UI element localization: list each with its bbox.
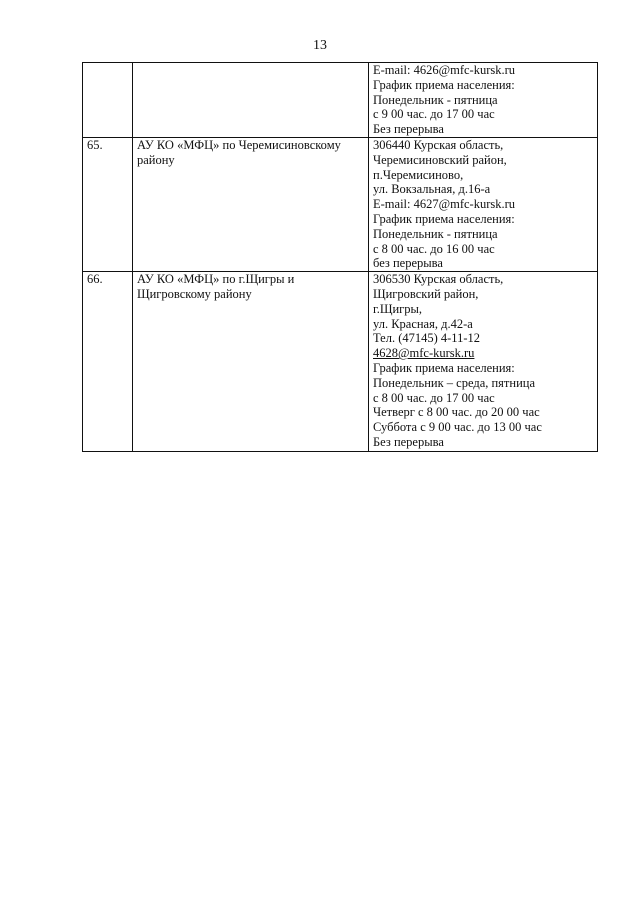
office-district: Черемисиновский район, xyxy=(373,152,507,167)
schedule-break: Без перерыва xyxy=(373,122,444,137)
schedule-break: без перерыва xyxy=(373,256,443,271)
row-number: 66. xyxy=(87,272,103,287)
office-email: E-mail: 4626@mfc-kursk.ru xyxy=(373,63,516,77)
office-email: E-mail: 4627@mfc-kursk.ru xyxy=(373,197,516,212)
table-row xyxy=(83,272,598,452)
office-info-cell xyxy=(369,272,598,452)
table-row xyxy=(83,137,598,271)
office-name-cell xyxy=(133,272,369,452)
table-row xyxy=(83,63,598,138)
row-number-cell xyxy=(83,137,133,271)
office-phone: Тел. (47145) 4-11-12 xyxy=(373,331,481,346)
schedule-weekday-hours: с 8 00 час. до 17 00 час xyxy=(373,390,495,405)
office-postal-region: 306440 Курская область, xyxy=(373,137,504,152)
row-number: 65. xyxy=(87,137,103,152)
schedule-days: Понедельник - пятница xyxy=(373,226,498,241)
office-email-link[interactable]: 4628@mfc-kursk.ru xyxy=(373,346,475,361)
office-locality: п.Черемисиново, xyxy=(373,167,464,182)
schedule-thursday: Четверг с 8 00 час. до 20 00 час xyxy=(373,405,540,420)
schedule-saturday: Суббота с 9 00 час. до 13 00 час xyxy=(373,420,542,435)
schedule-heading: График приема населения: xyxy=(373,211,515,226)
schedule-break: Без перерыва xyxy=(373,434,444,449)
schedule-hours: с 8 00 час. до 16 00 час xyxy=(373,241,495,256)
office-district: Щигровский район, xyxy=(373,286,479,301)
schedule-heading: График приема населения: xyxy=(373,360,515,375)
row-number-cell xyxy=(83,272,133,452)
schedule-heading: График приема населения: xyxy=(373,77,515,92)
office-street: ул. Вокзальная, д.16-а xyxy=(373,182,491,197)
office-street: ул. Красная, д.42-а xyxy=(373,316,473,331)
office-name-cell xyxy=(133,63,369,138)
office-locality: г.Щигры, xyxy=(373,301,423,316)
office-postal-region: 306530 Курская область, xyxy=(373,272,504,287)
office-name: АУ КО «МФЦ» по Черемисиновскому району xyxy=(137,137,341,167)
schedule-hours: с 9 00 час. до 17 00 час xyxy=(373,107,495,122)
office-info-cell xyxy=(369,137,598,271)
page-number: 13 xyxy=(313,38,327,53)
office-name: АУ КО «МФЦ» по г.Щигры и Щигровскому району xyxy=(137,272,295,301)
office-name-cell xyxy=(133,137,369,271)
row-number-cell xyxy=(83,63,133,138)
mfc-offices-table xyxy=(82,62,598,452)
schedule-days: Понедельник - пятница xyxy=(373,92,498,107)
schedule-weekdays: Понедельник – среда, пятница xyxy=(373,375,536,390)
office-info-cell xyxy=(369,63,598,138)
